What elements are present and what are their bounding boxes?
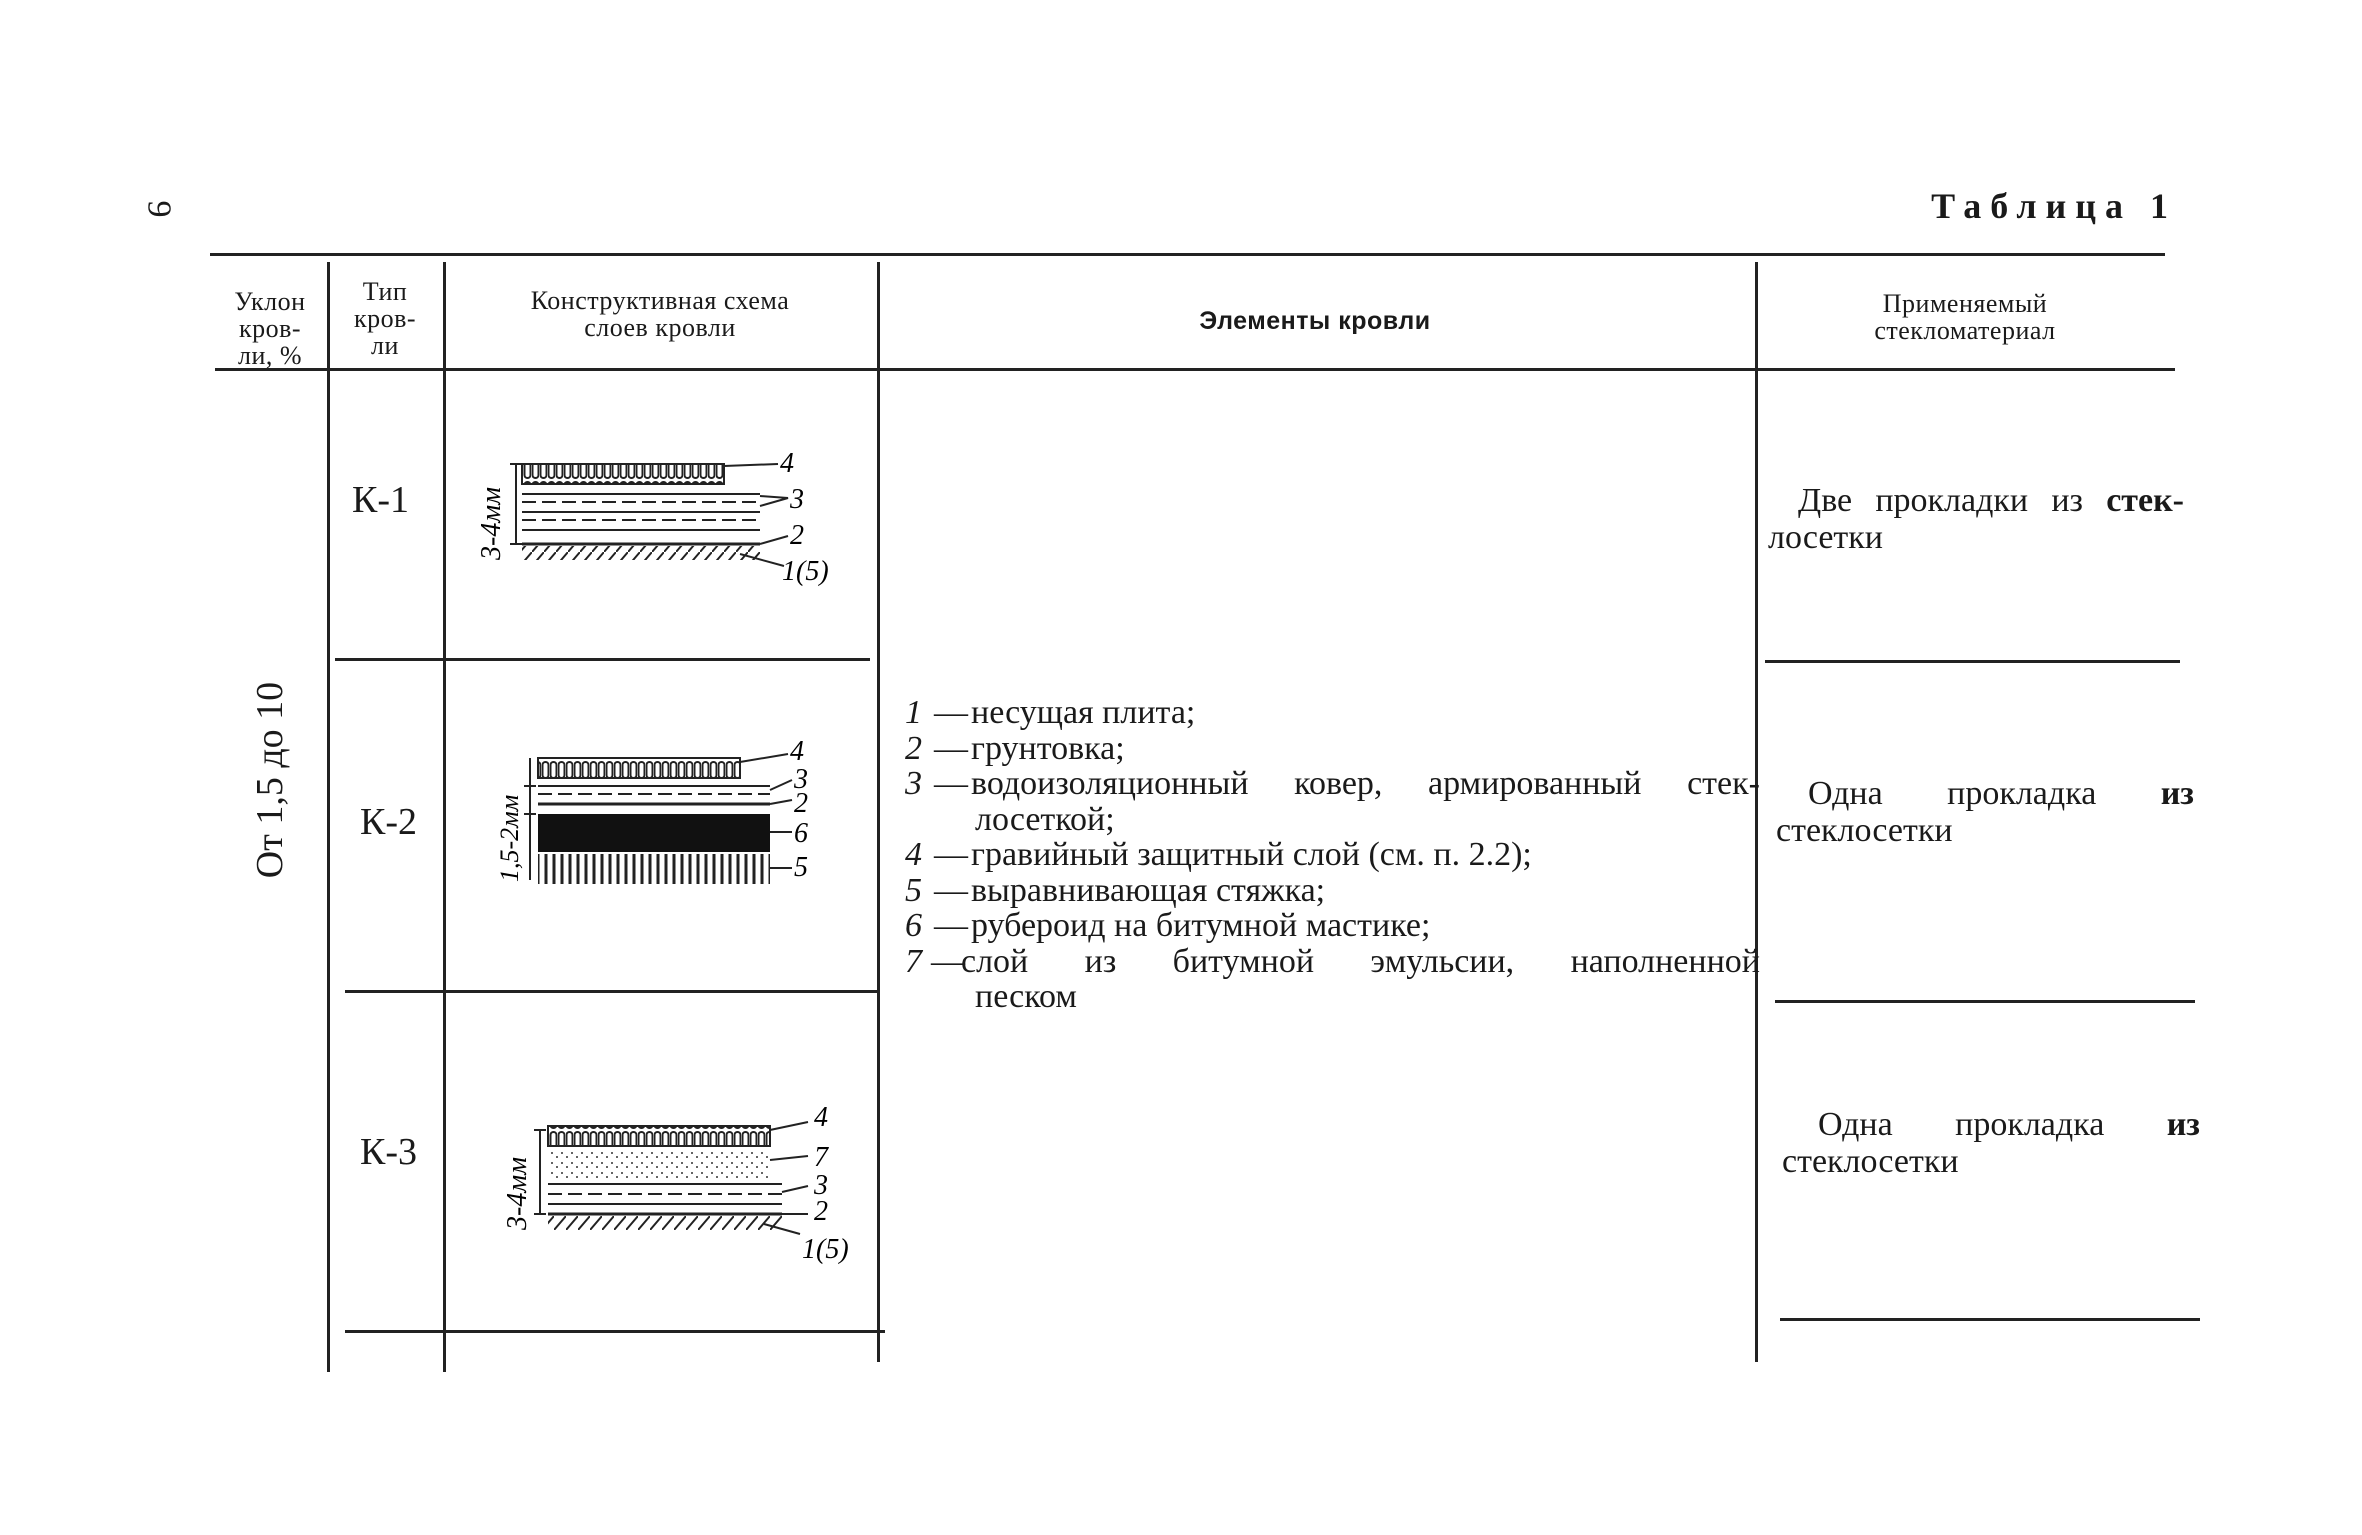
row-rule-3b — [1780, 1318, 2200, 1321]
table-top-rule — [210, 253, 2165, 256]
k2-label-5: 5 — [794, 852, 808, 883]
slope-value: От 1,5 до 10 — [249, 681, 291, 879]
type-k1: К-1 — [352, 479, 409, 521]
k1-label-1-5: 1(5) — [782, 556, 829, 587]
k2-leader-2 — [770, 800, 792, 804]
element-item: 4 — гравийный защитный слой (см. п. 2.2); — [905, 836, 1532, 873]
col-divider-3 — [877, 262, 880, 1362]
element-item: 7 — слой из битумной эмульсии, наполненной — [905, 942, 1760, 980]
element-item: 5 — выравнивающая стяжка; — [905, 871, 1326, 909]
row-rule-3 — [345, 1330, 885, 1333]
row-rule-1b — [1765, 660, 2180, 663]
k3-thickness-label: 3-4мм — [502, 1156, 533, 1230]
k2-ruberoid-layer — [538, 814, 770, 852]
element-item: 1 — несущая плита; — [905, 694, 1196, 731]
k2-screed-comb — [538, 854, 770, 884]
material-k2: Одна прокладка из стеклосетки — [1776, 775, 2194, 849]
k3-label-7: 7 — [814, 1142, 828, 1173]
header-type: Тип кров- ли — [353, 277, 417, 360]
page-number: 9 — [140, 200, 178, 218]
k1-label-4: 4 — [780, 448, 794, 479]
k3-label-3: 3 — [814, 1170, 828, 1201]
scheme-k2-diagram — [470, 720, 870, 890]
header-scheme: Конструктивная схема слоев кровли — [530, 286, 790, 342]
element-item: 2 — грунтовка; — [905, 729, 1125, 767]
row-rule-2b — [1775, 1000, 2195, 1003]
k2-gravel-layer — [538, 758, 740, 778]
scheme-k3-diagram — [470, 1090, 870, 1280]
col-divider-1 — [327, 262, 330, 1372]
row-rule-2 — [345, 990, 880, 993]
material-k3: Одна прокладка из стеклосетки — [1782, 1106, 2200, 1180]
header-slope: Уклон кров- ли, % — [234, 287, 306, 370]
k2-thickness-label: 1,5-2мм — [495, 794, 524, 882]
k1-gravel-layer — [522, 464, 724, 484]
element-item: 3 — водоизоляционный ковер, армированный стек- — [905, 765, 1760, 802]
col-divider-2 — [443, 262, 446, 1372]
k3-label-1-5: 1(5) — [802, 1234, 849, 1265]
k1-leader-3 — [760, 496, 788, 506]
k3-leader-4 — [770, 1122, 808, 1130]
k3-gravel-layer — [548, 1126, 770, 1146]
header-elements: Элементы кровли — [1199, 307, 1431, 335]
type-k3: К-3 — [360, 1131, 417, 1173]
k2-label-3: 3 — [794, 764, 808, 795]
k2-label-2: 2 — [794, 788, 808, 819]
row-rule-1 — [335, 658, 870, 661]
k1-label-3: 3 — [790, 484, 804, 515]
k1-thickness-label: 3-4мм — [476, 486, 507, 560]
k3-label-2: 2 — [814, 1196, 828, 1227]
table-title: Таблица 1 — [1931, 186, 2177, 226]
k2-leader-3 — [770, 780, 792, 790]
k2-label-4: 4 — [790, 736, 804, 767]
roof-elements-list: 1 — несущая плита; 2 — грунтовка; 3 — водоизоляционный ковер, армированный стек- лосеткой; 4 — гравийный защитный слой (см. п. 2.2); 5 — выравнивающая стяжка; 6 — рубероид на битумной мастике; 7 — слой из битумной эмульсии, наполненной песком — [905, 694, 1760, 1015]
header-material: Применяемый стекломатериал — [1874, 289, 2056, 345]
k3-base-hatch — [548, 1216, 782, 1230]
k3-leader-7 — [770, 1156, 808, 1160]
k2-leader-4 — [740, 754, 788, 762]
k1-label-2: 2 — [790, 520, 804, 551]
k3-label-4: 4 — [814, 1102, 828, 1133]
header-bottom-rule — [215, 368, 2175, 371]
element-item: 6 — рубероид на битумной мастике; — [905, 907, 1431, 944]
k2-label-6: 6 — [794, 818, 808, 849]
k1-base-hatch — [522, 546, 760, 560]
k1-leader-4 — [724, 464, 778, 466]
k1-leader-2 — [760, 536, 788, 544]
material-k1: Две прокладки из стек- лосетки — [1768, 482, 2184, 556]
k3-leader-3 — [782, 1186, 808, 1192]
k3-sand-layer — [548, 1148, 770, 1182]
type-k2: К-2 — [360, 801, 417, 843]
scheme-k1-diagram — [460, 440, 860, 600]
